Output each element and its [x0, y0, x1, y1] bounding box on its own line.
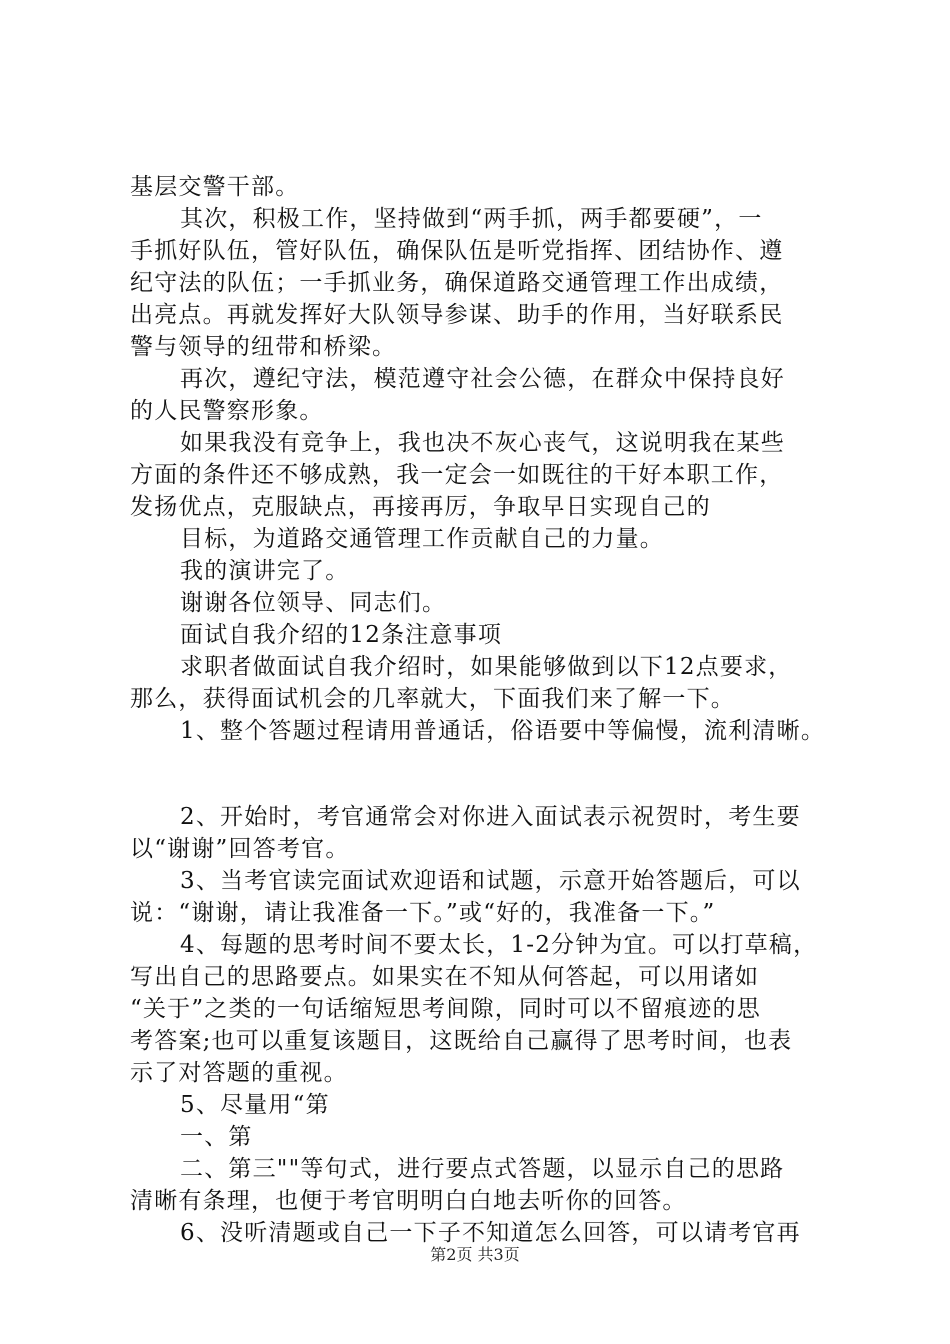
text-line: 警与领导的纽带和桥梁。 [130, 334, 397, 360]
text-line: 如果我没有竞争上，我也决不灰心丧气，这说明我在某些 [180, 430, 785, 456]
text-line: 以“谢谢”回答考官。 [130, 836, 350, 862]
text-line: 再次，遵纪守法，模范遵守社会公德，在群众中保持良好 [180, 366, 785, 392]
text-line: 发扬优点，克服缺点，再接再厉，争取早日实现自己的 [130, 494, 711, 520]
text-line: 目标，为道路交通管理工作贡献自己的力量。 [180, 526, 664, 552]
text-line: 求职者做面试自我介绍时，如果能够做到以下12点要求， [180, 654, 793, 680]
text-line: 写出自己的思路要点。如果实在不知从何答起，可以用诸如 [130, 964, 760, 990]
text-line: 考答案;也可以重复该题目，这既给自己赢得了思考时间，也表 [130, 1028, 793, 1054]
text-line: 出亮点。再就发挥好大队领导参谋、助手的作用，当好联系民 [130, 302, 784, 328]
list-item: 4、每题的思考时间不要太长，1-2分钟为宜。可以打草稿， [180, 932, 818, 958]
text-line: 二、第三""等句式，进行要点式答题，以显示自己的思路 [180, 1156, 785, 1182]
list-item: 5、尽量用“第 [180, 1092, 330, 1118]
text-line: “关于”之类的一句话缩短思考间隙，同时可以不留痕迹的思 [130, 996, 761, 1022]
text-line: 示了对答题的重视。 [130, 1060, 348, 1086]
text-line: 清晰有条理，也便于考官明明白白地去听你的回答。 [130, 1188, 687, 1214]
text-line: 谢谢各位领导、同志们。 [180, 590, 447, 616]
text-line: 一、第 [180, 1124, 253, 1150]
list-item: 1、整个答题过程请用普通话，俗语要中等偏慢，流利清晰。 [180, 718, 826, 744]
list-item: 3、当考官读完面试欢迎语和试题，示意开始答题后，可以 [180, 868, 801, 894]
text-line: 的人民警察形象。 [130, 398, 324, 424]
text-line: 基层交警干部。 [130, 174, 300, 200]
page-footer [0, 1244, 950, 1266]
text-line: 方面的条件还不够成熟，我一定会一如既往的干好本职工作， [130, 462, 784, 488]
text-line: 其次，积极工作，坚持做到“两手抓，两手都要硬”，一 [180, 206, 763, 232]
list-item: 6、没听清题或自己一下子不知道怎么回答，可以请考官再 [180, 1220, 801, 1246]
text-line: 我的演讲完了。 [180, 558, 350, 584]
text-line: 说：“谢谢，请让我准备一下。”或“好的，我准备一下。” [130, 900, 716, 926]
page-number: 第2页 共3页 [430, 1245, 520, 1264]
text-line: 纪守法的队伍；一手抓业务，确保道路交通管理工作出成绩， [130, 270, 784, 296]
list-item: 2、开始时，考官通常会对你进入面试表示祝贺时，考生要 [180, 804, 801, 830]
document-body [130, 171, 850, 1249]
paragraph-gap [130, 747, 850, 801]
section-heading: 面试自我介绍的12条注意事项 [180, 622, 503, 648]
text-line: 手抓好队伍，管好队伍，确保队伍是听党指挥、团结协作、遵 [130, 238, 784, 264]
text-line: 那么，获得面试机会的几率就大，下面我们来了解一下。 [130, 686, 735, 712]
